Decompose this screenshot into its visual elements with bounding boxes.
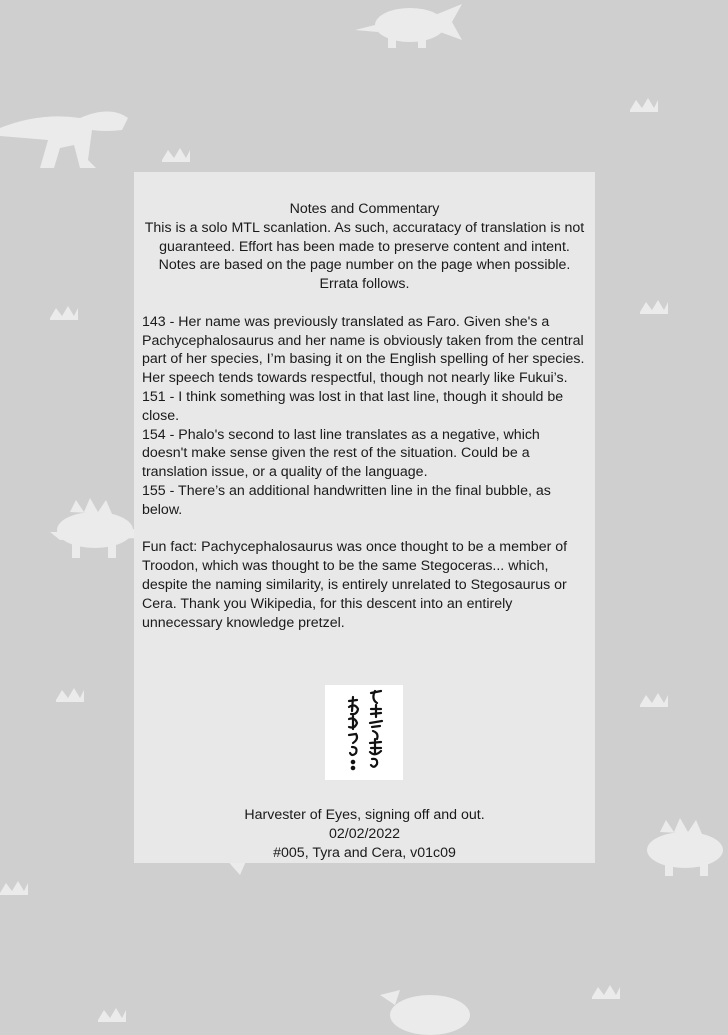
crown-icon xyxy=(0,881,28,895)
notes-panel xyxy=(134,172,595,863)
handwritten-text-image xyxy=(325,685,403,780)
signoff-block xyxy=(134,806,595,862)
fun-fact-line: Cera. Thank you Wikipedia, for this descent into an entirely xyxy=(142,595,513,612)
intro-section xyxy=(134,200,595,294)
note-line: close. xyxy=(142,407,180,424)
fun-fact xyxy=(142,538,590,632)
crown-icon xyxy=(630,98,658,112)
notes-text-block xyxy=(134,200,595,632)
note-line: Her speech tends towards respectful, though not nearly like Fukui’s. xyxy=(142,370,568,387)
signoff-date: 02/02/2022 xyxy=(328,825,400,842)
signoff-chapter: #005, Tyra and Cera, v01c09 xyxy=(273,844,456,861)
crown-icon xyxy=(50,306,78,320)
note-line: translation issue, or a quality of the language. xyxy=(142,464,428,481)
fun-fact-line: unnecessary knowledge pretzel. xyxy=(142,614,345,631)
note-line: 155 - There’s an additional handwritten line in the final bubble, as xyxy=(142,482,551,499)
note-line: below. xyxy=(142,501,183,518)
note-line: 154 - Phalo's second to last line translates as a negative, which xyxy=(142,426,540,443)
triceratops-silhouette xyxy=(355,4,462,48)
note-line: Pachycephalosaurus and her name is obviously taken from the central xyxy=(142,332,584,349)
note-line: doesn't make sense given the rest of the situation. Could be a xyxy=(142,445,530,462)
fun-fact-line: Troodon, which was thought to be the same Stegoceras... which, xyxy=(142,558,549,575)
intro-line: This is a solo MTL scanlation. As such, accuratacy of translation is not xyxy=(144,219,585,236)
trex-silhouette xyxy=(0,112,128,169)
intro-line: Errata follows. xyxy=(319,276,410,293)
intro-line: Notes are based on the page number on the page when possible. xyxy=(158,257,571,274)
stegosaurus-right-silhouette xyxy=(647,818,723,876)
fun-fact-line: despite the naming similarity, is entirely unrelated to Stegosaurus or xyxy=(142,576,567,593)
crown-icon xyxy=(56,688,84,702)
intro-line: guaranteed. Effort has been made to preserve content and intent. xyxy=(159,238,570,255)
stegosaurus-silhouette xyxy=(50,498,145,558)
crown-icon xyxy=(98,1008,126,1022)
errata-notes xyxy=(142,313,590,520)
notes-title: Notes and Commentary xyxy=(289,201,440,217)
triceratops-bottom-silhouette xyxy=(380,990,470,1035)
note-line: part of her species, I’m basing it on the English spelling of her species. xyxy=(142,351,585,368)
crown-icon xyxy=(640,300,668,314)
signoff-line: Harvester of Eyes, signing off and out. xyxy=(244,807,485,823)
handwritten-line-image xyxy=(325,685,403,780)
crown-icon xyxy=(640,693,668,707)
note-line: 143 - Her name was previously translated as Faro. Given she's a xyxy=(142,313,550,330)
fun-fact-line: Fun fact: Pachycephalosaurus was once thought to be a member of xyxy=(142,539,568,556)
crown-icon xyxy=(162,148,190,162)
crown-icon xyxy=(592,985,620,999)
note-line: 151 - I think something was lost in that last line, though it should be xyxy=(142,388,564,405)
